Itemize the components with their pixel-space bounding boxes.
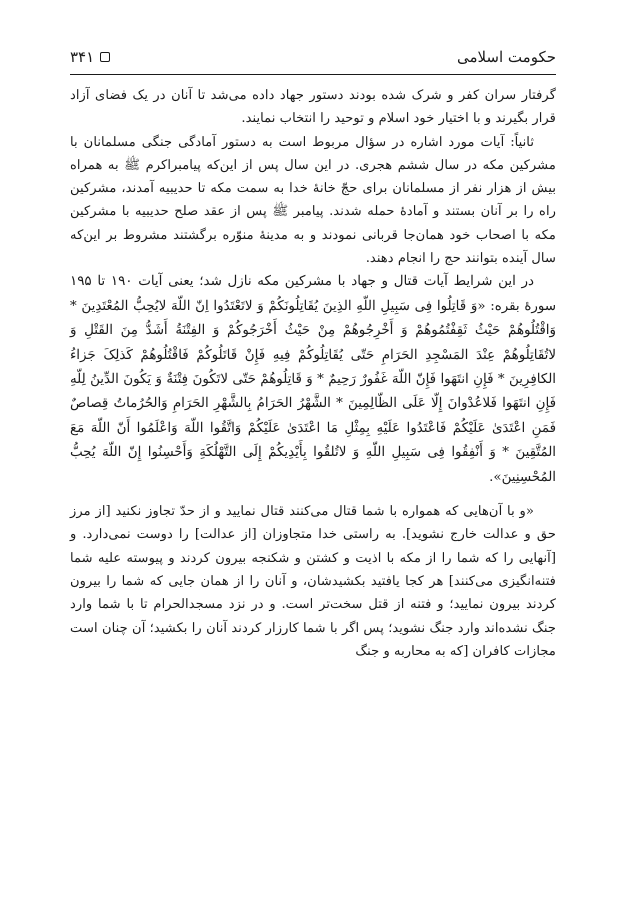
- paragraph-2: ثانیاً: آیات مورد اشاره در سؤال مربوط است به دستور آمادگی جنگی مسلمانان با مشرکین مکه در سال ششم هجری. در این سال پس از این‌که پیامبراکرم ﷺ به همراه بیش از هزار نفر از مسلمانان برای حجّ خانهٔ خدا به سمت مکه تا حدیبیه آمدند، مشرکین راه را بر آنان بستند و آمادهٔ حمله شدند. پیامبر ﷺ پس از عقد صلح حدیبیه با مشرکین مکه با اصحاب خود همان‌جا قربانی نمودند و به مدینهٔ منوّره برگشتند مشروط بر این‌که سال آینده بتوانند حج را انجام دهند.: [70, 134, 556, 267]
- header-rule: [70, 74, 556, 75]
- paragraph-3-quran: در این شرایط آیات قتال و جهاد با مشرکین مکه نازل شد؛ یعنی آیات ۱۹۰ تا ۱۹۵ سورهٔ بقره: «وَ قَاتِلُوا فِی سَبِیلِ اللّهِ الذِینَ یُقَاتِلُونَکُمْ وَ لاتَعْتَدُوا اِنّ اللّهَ لایُحِبُّ المُعْتَدِینَ * وَاقْتُلُوهُمْ حَیْثُ ثَقِفْتُمُوهُمْ وَ أَخْرِجُوهُمْ مِنْ حَیْثُ أَخْرَجُوکُمْ وَ الفِتْنَةُ أَشَدُّ مِنَ القَتْلِ وَ لاتُقَاتِلُوهُمْ عِنْدَ المَسْجِدِ الحَرَامِ حَتّی یُقَاتِلُوکُمْ فِیهِ فَإِنْ قَاتَلُوکُمْ فَاقْتُلُوهُمْ کَذلِکَ جَزاءُ الکافِرِینَ * فَإِنِ انتَهَوا فَإِنّ اللّهَ غَفُورٌ رَحِیمٌ * وَ قَاتِلُوهُمْ حَتّی لاتَکُونَ فِتْنَةٌ وَ یَکُونَ الدِّینُ لِلّهِ فَإِنِ انتَهَوا فَلاعُدْوانَ إِلّا عَلَی الظّالِمِینَ * الشَّهْرُ الحَرَامُ بِالشَّهْرِ الحَرَامِ وَالحُرُماتُ قِصاصٌ فَمَنِ اعْتَدَیٰ عَلَیْکُمْ فَاعْتَدُوا عَلَیْهِ بِمِثْلِ مَا اعْتَدَیٰ عَلَیْکُمْ وَاتَّقُوا اللّهَ وَاعْلَمُوا أَنّ اللّهَ مَعَ المُتَّقِینَ * وَ أَنْفِقُوا فِی سَبِیلِ اللّهِ وَ لاتُلقُوا بِأَیْدِیکُمْ إِلَی التَّهْلُکَةِ وَأَحْسِنُوا إِنّ اللّهَ یُحِبُّ المُحْسِنِینَ».: [70, 274, 556, 485]
- paragraph-4-translation: «و با آن‌هایی که همواره با شما قتال می‌کنند قتال نمایید و از حدّ تجاوز نکنید [از مرز حق و عدالت خارج نشوید]. به راستی خدا متجاوزان [از عدالت] را دوست نمی‌دارد. و [آنهایی را که شما را از مکه با اذیت و کشتن و شکنجه بیرون کردند و پیوسته علیه شما فتنه‌انگیزی می‌کنند] هر کجا یافتید بکشیدشان، و آنان را از همان جایی که شما را بیرون کردند بیرون نمایید؛ و فتنه از قتل سخت‌تر است. و در نزد مسجدالحرام تا با شما وارد جنگ نشده‌اند وارد جنگ نشوید؛ پس اگر با شما کارزار کردند آنان را بکشید؛ آن چنان است مجازات کافران [که به محاربه و جنگ: [70, 504, 556, 659]
- square-icon: [100, 52, 110, 62]
- page-number: ۳۴۱: [70, 48, 95, 66]
- page-number-block: [70, 48, 110, 66]
- page-header: [70, 44, 556, 72]
- paragraph-1: گرفتار سران کفر و شرک شده بودند دستور جهاد داده می‌شد تا آنان در یک فضای آزاد قرار بگیرند و با اختیار خود اسلام و توحید را انتخاب نمایند.: [70, 88, 556, 127]
- spacer: [70, 490, 556, 500]
- page-body: [70, 84, 556, 663]
- running-title: حکومت اسلامی: [456, 48, 556, 66]
